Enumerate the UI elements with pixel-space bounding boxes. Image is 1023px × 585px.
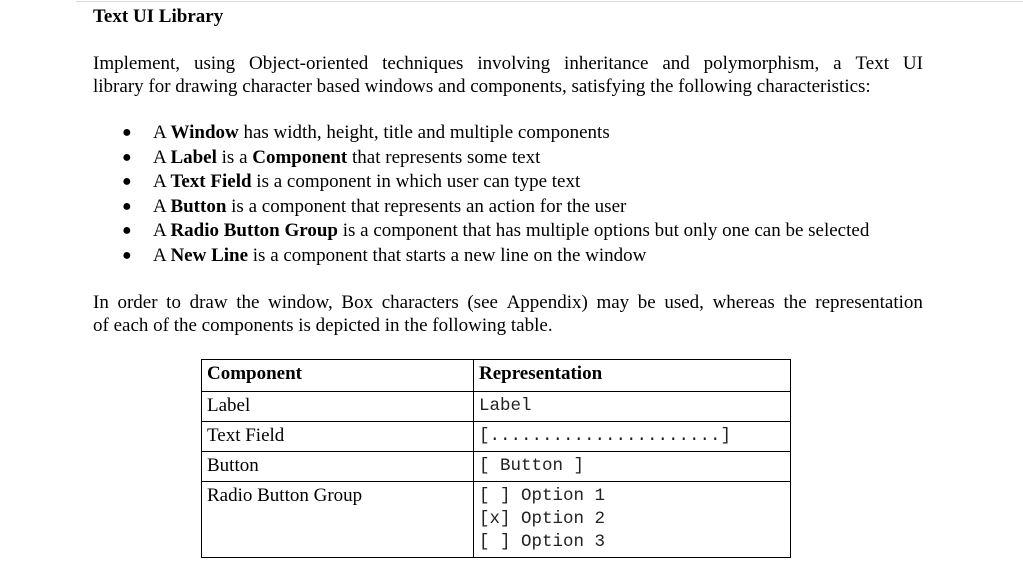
representation-text: [ ] Option 3 (479, 532, 606, 552)
component-table (201, 359, 791, 558)
list-item (93, 195, 869, 220)
bullet-icon: ● (122, 197, 132, 215)
table-row (202, 422, 791, 452)
table-row (202, 392, 791, 422)
bullet-icon: ● (122, 246, 132, 264)
bullet-icon: ● (122, 222, 132, 239)
list-text: A (153, 244, 171, 266)
bold-term: Label (170, 146, 217, 168)
word: a (833, 53, 842, 74)
representation-text: [x] Option 2 (479, 509, 606, 529)
list-item (93, 244, 869, 269)
list-text: A (153, 171, 171, 192)
list-text: A (153, 122, 171, 143)
word: Implement, (93, 53, 181, 74)
list-text: is a component in which user can type text (251, 171, 581, 192)
representation-text: Label (479, 396, 532, 416)
word: Object-oriented (249, 53, 369, 74)
bold-term: Radio Button Group (170, 220, 338, 241)
representation-paragraph (93, 291, 923, 337)
word: be (637, 292, 656, 313)
component-cell: Text Field (202, 422, 474, 452)
list-text: is a component that has multiple options but only one can be selected (337, 220, 870, 241)
word: inheritance (564, 53, 649, 74)
word: used, (664, 292, 704, 313)
word: characters (381, 292, 459, 313)
list-text: is a component that represents an action for the user (226, 195, 627, 217)
component-cell: Label (202, 392, 474, 422)
header-representation: Representation (474, 360, 791, 392)
word: polymorphism, (703, 53, 820, 74)
word: Text (855, 53, 889, 74)
list-text: A (153, 220, 171, 241)
word: involving (477, 53, 551, 74)
list-text: A (153, 146, 171, 168)
word: the (783, 292, 807, 313)
intro-line-2: library for drawing character based windows and components, satisfying the following characteristics: (93, 76, 871, 97)
table-row (202, 482, 791, 558)
list-text: that represents some text (347, 146, 541, 168)
bullet-icon: ● (122, 173, 132, 190)
list-text: is a (216, 146, 253, 168)
bold-term: Button (170, 195, 227, 217)
bullet-icon: ● (122, 148, 132, 166)
word: techniques (382, 53, 464, 74)
word: to (166, 292, 181, 313)
word: and (662, 53, 690, 74)
bold-term: Component (252, 146, 348, 168)
representation-line-1 (93, 291, 923, 314)
word: Box (341, 292, 374, 313)
word: window, (268, 292, 333, 313)
word: UI (902, 53, 923, 74)
table-row (202, 452, 791, 482)
page-top-border (76, 1, 1023, 2)
representation-text: [ Button ] (479, 456, 585, 476)
representation-cell (474, 392, 791, 422)
header-component: Component (202, 360, 474, 392)
list-item (93, 121, 869, 146)
representation-line-2: of each of the components is depicted in the following table. (93, 315, 553, 336)
representation-text: [ ] Option 1 (479, 486, 606, 506)
list-text: has width, height, title and multiple components (238, 122, 610, 143)
word: the (236, 292, 260, 313)
intro-line-1 (93, 52, 923, 75)
word: (see (467, 292, 498, 313)
representation-cell (474, 482, 791, 558)
bold-term: Window (170, 122, 239, 143)
word: draw (189, 292, 228, 313)
word: may (596, 292, 630, 313)
word: order (117, 292, 158, 313)
intro-paragraph (93, 52, 923, 98)
word: representation (815, 292, 923, 313)
representation-text: [......................] (479, 426, 732, 446)
word: Appendix) (506, 292, 588, 313)
bold-term: New Line (170, 244, 249, 266)
list-item (93, 170, 869, 195)
representation-cell (474, 452, 791, 482)
bold-term: Text Field (170, 171, 252, 192)
word: In (93, 292, 109, 313)
representation-cell (474, 422, 791, 452)
list-text: A (153, 195, 171, 217)
component-cell: Button (202, 452, 474, 482)
bullet-icon: ● (122, 124, 132, 141)
document-title: Text UI Library (93, 6, 224, 27)
component-cell: Radio Button Group (202, 482, 474, 558)
word: whereas (712, 292, 775, 313)
word: using (193, 53, 236, 74)
list-item (93, 146, 869, 171)
list-text: is a component that starts a new line on the window (248, 244, 647, 266)
characteristics-list (93, 121, 869, 268)
list-item (93, 219, 869, 244)
